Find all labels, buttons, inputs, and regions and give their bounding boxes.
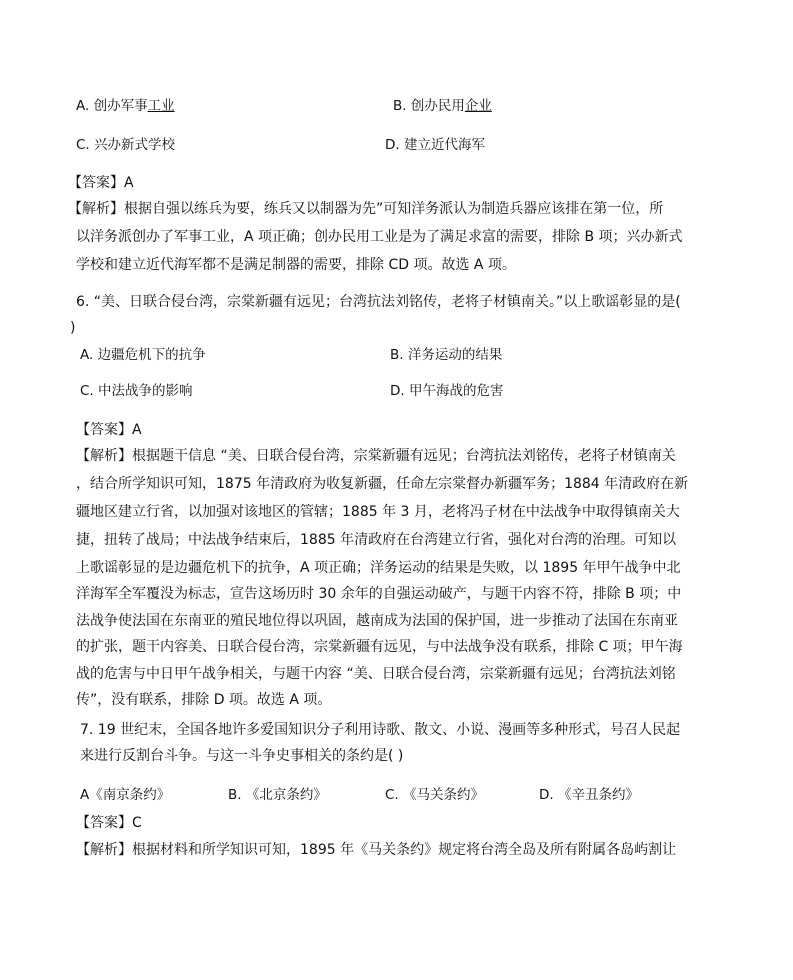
q5-analysis-line-1: 【解析】根据自强以练兵为要，练兵又以制器为先”可知洋务派认为制造兵器应该排在第一位，所	[68, 201, 664, 217]
q7-option-a: A《南京条约》	[80, 787, 171, 803]
q6-analysis-line-10: 传”，没有联系，排除 D 项。故选 A 项。	[76, 692, 332, 708]
q6-option-d: D. 甲午海战的危害	[390, 383, 504, 399]
q5-option-b	[393, 96, 492, 116]
q5-option-b-text: B. 创办民用	[393, 98, 465, 114]
q6-answer: 【答案】A	[76, 422, 142, 438]
q5-option-b-underlined: 企业	[464, 98, 492, 114]
q6-option-c: C. 中法战争的影响	[80, 383, 193, 399]
q6-option-b: B. 洋务运动的结果	[390, 347, 503, 363]
q6-stem-line-1: 6. “美、日联合侵台湾，宗棠新疆有远见；台湾抗法刘铭传，老将子材镇南关。”以上歌谣彰显的是(	[76, 294, 681, 310]
q6-analysis-line-1: 【解析】根据题干信息 “美、日联合侵台湾，宗棠新疆有远见；台湾抗法刘铭传，老将子材镇南关	[76, 448, 676, 464]
q7-option-b: B. 《北京条约》	[228, 787, 327, 803]
q7-option-c: C. 《马关条约》	[385, 787, 485, 803]
q6-analysis-line-4: 捷，扭转了战局；中法战争结束后，1885 年清政府在台湾建立行省，强化对台湾的治理。可知以	[76, 532, 677, 548]
q5-option-d: D. 建立近代海军	[385, 137, 485, 153]
q5-option-a	[76, 96, 175, 116]
q6-stem-line-2: )	[70, 320, 76, 336]
q6-analysis-line-8: 的扩张，题干内容美、日联合侵台湾，宗棠新疆有远见，与中法战争没有联系，排除 C 项；甲午海	[76, 639, 683, 655]
q5-analysis-line-2: 以洋务派创办了军事工业，A 项正确；创办民用工业是为了满足求富的需要，排除 B 项；兴办新式	[76, 229, 683, 245]
q5-option-c: C. 兴办新式学校	[76, 137, 176, 153]
q5-answer: 【答案】A	[68, 175, 134, 191]
q7-stem-line-2: 来进行反割台斗争。与这一斗争史事相关的条约是( )	[80, 748, 404, 764]
q5-analysis-line-3: 学校和建立近代海军都不是满足制器的需要，排除 CD 项。故选 A 项。	[76, 257, 516, 273]
q7-analysis-line-1: 【解析】根据材料和所学知识可知，1895 年《马关条约》规定将台湾全岛及所有附属各岛屿割让	[76, 842, 677, 858]
q6-analysis-line-2: ，结合所学知识可知，1875 年清政府为收复新疆，任命左宗棠督办新疆军务；1884 年清政府在新	[76, 476, 689, 492]
q7-option-d: D. 《辛丑条约》	[539, 787, 639, 803]
q7-answer: 【答案】C	[76, 815, 142, 831]
q5-option-a-underlined: 工业	[147, 98, 175, 114]
q6-analysis-line-6: 洋海军全军覆没为标志，宣告这场历时 30 余年的自强运动破产，与题干内容不符，排除 B 项；中	[76, 586, 682, 602]
q5-option-a-text: A. 创办军事	[76, 98, 148, 114]
q6-analysis-line-3: 疆地区建立行省，以加强对该地区的管辖；1885 年 3 月，老将冯子材在中法战争中取得镇南关大	[76, 504, 680, 520]
q6-analysis-line-7: 法战争使法国在东南亚的殖民地位得以巩固，越南成为法国的保护国，进一步推动了法国在东南亚	[76, 613, 678, 629]
q7-stem-line-1: 7. 19 世纪末，全国各地许多爱国知识分子利用诗歌、散文、小说、漫画等多种形式，号召人民起	[80, 722, 681, 738]
q6-analysis-line-9: 战的危害与中日甲午战争相关，与题干内容 “美、日联合侵台湾，宗棠新疆有远见；台湾抗法刘铭	[76, 666, 676, 682]
q6-analysis-line-5: 上歌谣彰显的是边疆危机下的抗争，A 项正确；洋务运动的结果是失败，以 1895 年甲午战争中北	[76, 560, 681, 576]
q6-option-a: A. 边疆危机下的抗争	[80, 347, 206, 363]
